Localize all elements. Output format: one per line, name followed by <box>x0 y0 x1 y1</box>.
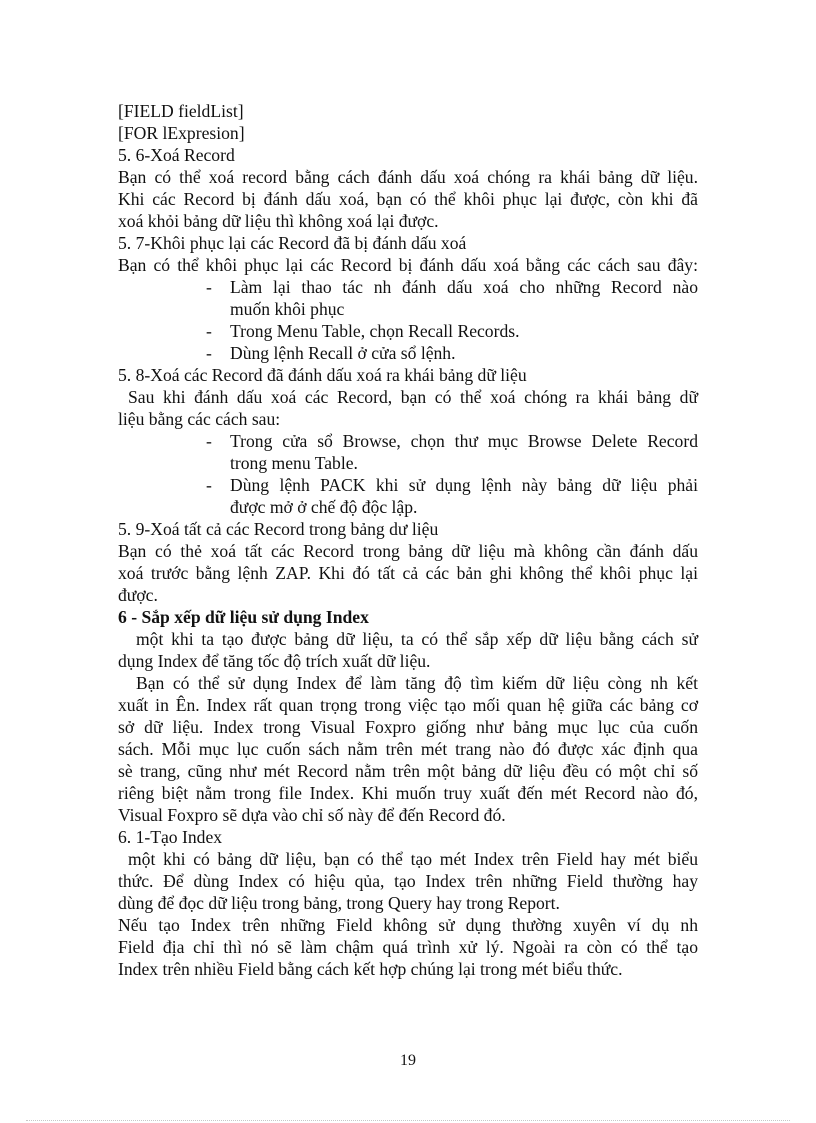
page-number: 19 <box>400 1052 416 1069</box>
page-content <box>118 100 698 980</box>
paragraph-line: liệu bằng các cách sau: <box>118 409 281 429</box>
bullet-dash: - <box>206 277 212 297</box>
bullet-dash: - <box>206 343 212 363</box>
section-heading-5-8: 5. 8-Xoá các Record đã đánh dấu xoá ra khái bảng dữ liệu <box>118 365 527 385</box>
paragraph-line: thức. Để dùng Index có hiệu qủa, tạo Index trên những Field thường hay <box>118 871 698 891</box>
paragraph-line: xoá trước bằng lệnh ZAP. Khi đó tất cả các bản ghi không thể khôi phục lại <box>118 563 698 583</box>
bullet-item-continued <box>118 452 698 474</box>
paragraph-line: Nếu tạo Index trên những Field không sử dụng thường xuyên ví dụ nh <box>118 915 698 935</box>
section-heading-5-7: 5. 7-Khôi phục lại các Record đã bị đánh dấu xoá <box>118 233 467 253</box>
bullet-item <box>118 474 698 496</box>
paragraph-line: Khi các Record bị đánh dấu xoá, bạn có thể khôi phục lại được, còn khi đã <box>118 189 698 209</box>
paragraph-line: Bạn có thể xoá record bằng cách đánh dấu xoá chóng ra khái bảng dữ liệu. <box>118 167 698 187</box>
bullet-text: được mở ở chế độ độc lập. <box>230 497 418 517</box>
bullet-dash: - <box>206 321 212 341</box>
section-heading-5-6: 5. 6-Xoá Record <box>118 145 235 165</box>
paragraph-line: Index trên nhiều Field bằng cách kết hợp chúng lại trong mét biểu thức. <box>118 959 623 979</box>
bullet-item <box>118 276 698 298</box>
bullet-text: Dùng lệnh PACK khi sử dụng lệnh này bảng dữ liệu phải <box>230 475 698 495</box>
paragraph-line: Field địa chỉ thì nó sẽ làm chậm quá trình xử lý. Ngoài ra còn có thể tạo <box>118 937 698 957</box>
bullet-text: trong menu Table. <box>230 453 358 473</box>
bullet-item <box>118 320 698 342</box>
bullet-dash: - <box>206 475 212 495</box>
bullet-text: Trong cửa sổ Browse, chọn thư mục Browse Delete Record <box>230 431 698 451</box>
paragraph-line: Bạn có thẻ xoá tất các Record trong bảng dữ liệu mà không cần đánh dấu <box>118 541 698 561</box>
bullet-text: muốn khôi phục <box>230 299 345 319</box>
section-heading-5-9: 5. 9-Xoá tất cả các Record trong bảng dư liệu <box>118 519 439 539</box>
paragraph-line: sè trang, cũng như mét Record nằm trên một bảng dữ liệu đều có một chỉ số <box>118 761 698 781</box>
text-line: [FIELD fieldList] <box>118 101 244 121</box>
bullet-text: Dùng lệnh Recall ở cửa sổ lệnh. <box>230 343 456 363</box>
paragraph-line: xuất in Ên. Index rất quan trọng trong việc tạo mối quan hệ giữa các bảng cơ <box>118 695 698 715</box>
section-heading-6: 6 - Sắp xếp dữ liệu sử dụng Index <box>118 607 369 627</box>
bullet-dash: - <box>206 431 212 451</box>
text-line: [FOR lExpresion] <box>118 123 245 143</box>
bullet-item-continued <box>118 496 698 518</box>
paragraph-line: Sau khi đánh dấu xoá các Record, bạn có thể xoá chóng ra khái bảng dữ <box>128 387 698 407</box>
bullet-item <box>118 342 698 364</box>
paragraph-line: xoá khỏi bảng dữ liệu thì không xoá lại được. <box>118 211 439 231</box>
paragraph-line: một khi có bảng dữ liệu, bạn có thể tạo mét Index trên Field hay mét biểu <box>128 849 698 869</box>
paragraph-line: Bạn có thể sử dụng Index để làm tăng độ tìm kiếm dữ liệu còng nh kết <box>136 673 698 693</box>
paragraph-line: được. <box>118 585 158 605</box>
paragraph-line: sở dữ liệu. Index trong Visual Foxpro giống như bảng mục lục của cuốn <box>118 717 698 737</box>
footer-divider <box>26 1120 790 1121</box>
paragraph-line: sách. Mỗi mục lục cuốn sách nằm trên mét trang nào đó được xác định qua <box>118 739 698 759</box>
bullet-item-continued <box>118 298 698 320</box>
bullet-text: Làm lại thao tác nh đánh dấu xoá cho những Record nào <box>230 277 698 297</box>
section-heading-6-1: 6. 1-Tạo Index <box>118 827 223 847</box>
paragraph-line: dụng Index để tăng tốc độ trích xuất dữ liệu. <box>118 651 431 671</box>
paragraph-line: một khi ta tạo được bảng dữ liệu, ta có thể sắp xếp dữ liệu bằng cách sử <box>136 629 698 649</box>
paragraph-line: dùng để đọc dữ liệu trong bảng, trong Query hay trong Report. <box>118 893 560 913</box>
bullet-item <box>118 430 698 452</box>
paragraph-line: Bạn có thể khôi phục lại các Record bị đánh dấu xoá bằng các cách sau đây: <box>118 255 698 275</box>
paragraph-line: riêng biệt nằm trong file Index. Khi muốn truy xuất đến mét Record nào đó, <box>118 783 698 803</box>
bullet-text: Trong Menu Table, chọn Recall Records. <box>230 321 520 341</box>
paragraph-line: Visual Foxpro sẽ dựa vào chỉ số này để đến Record đó. <box>118 805 506 825</box>
